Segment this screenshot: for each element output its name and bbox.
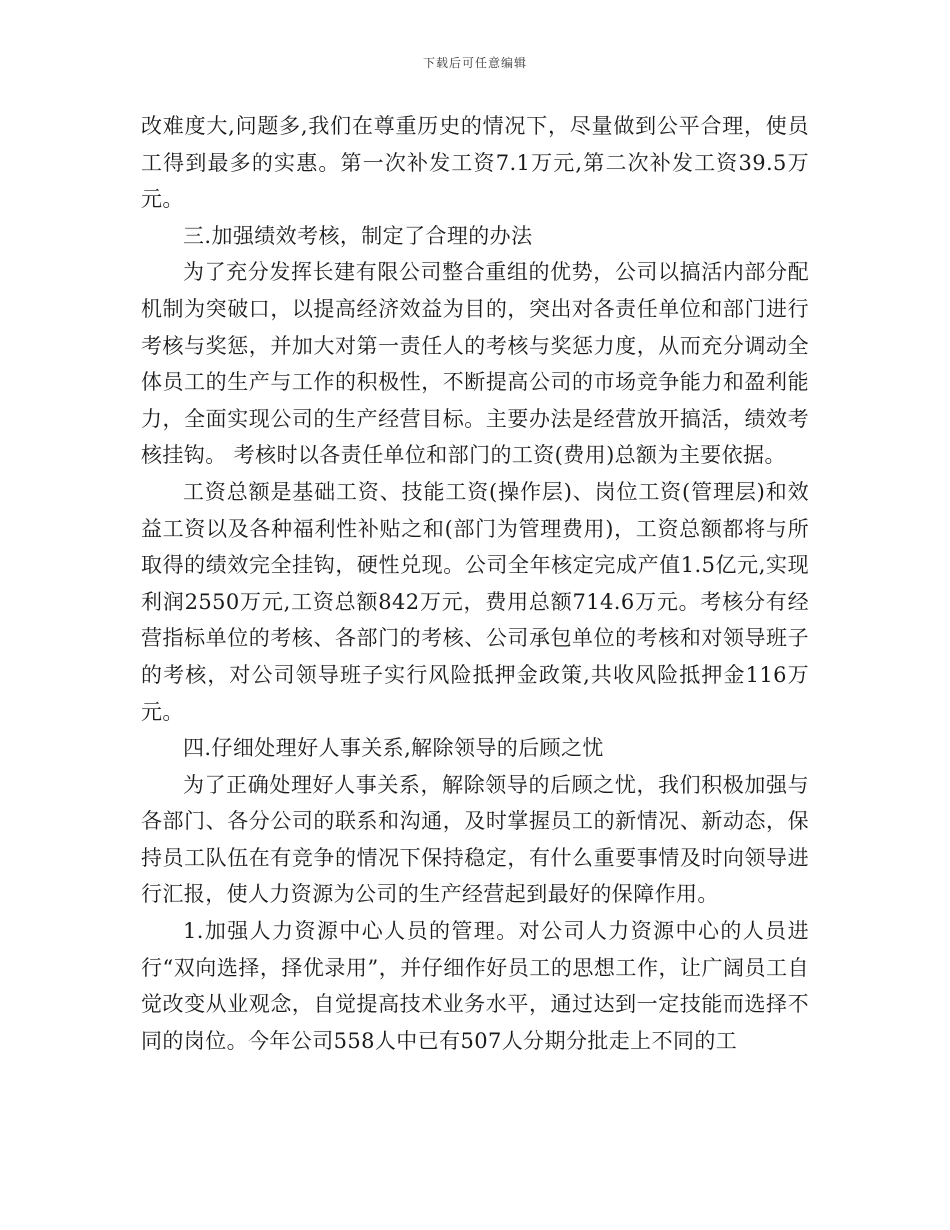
section-heading-4: 四.仔细处理好人事关系,解除领导的后顾之忧: [183, 736, 604, 761]
page-header-note: 下载后可任意编辑: [422, 56, 527, 70]
paragraph-wage-total: 工资总额是基础工资、技能工资(操作层)、岗位工资(管理层)和效益工资以及各种福利性补贴之和(部门为管理费用)，工资总额都将与所取得的绩效完全挂钩，硬性兑现。公司全年核定完成产值1.5亿元,实现利润2550万元,工资总额842万元，费用总额714.6万元。考核分有经营指标单位的考核、各部门的考核、公司承包单位的考核和对领导班子的考核，对公司领导班子实行风险抵押金政策,共收风险抵押金116万元。: [141, 479, 809, 724]
paragraph-performance-assessment: 为了充分发挥长建有限公司整合重组的优势，公司以搞活内部分配机制为突破口，以提高经济效益为目的，突出对各责任单位和部门进行考核与奖惩，并加大对第一责任人的考核与奖惩力度，从而充分调动全体员工的生产与工作的积极性，不断提高公司的市场竞争能力和盈利能力，全面实现公司的生产经营目标。主要办法是经营放开搞活，绩效考核挂钩。 考核时以各责任单位和部门的工资(费用)总额为主要依据。: [141, 260, 809, 468]
section-heading-3: 三.加强绩效考核，制定了合理的办法: [183, 223, 533, 248]
paragraph-hr-center-management: 1.加强人力资源中心人员的管理。对公司人力资源中心的人员进行“双向选择，择优录用”，并仔细作好员工的思想工作，让广阔员工自觉改变从业观念，自觉提高技术业务水平，通过达到一定技能而选择不同的岗位。今年公司558人中已有507人分期分批走上不同的工: [141, 919, 809, 1053]
document-body: [141, 108, 809, 1059]
paragraph-personnel-relations: 为了正确处理好人事关系，解除领导的后顾之忧，我们积极加强与各部门、各分公司的联系和沟通，及时掌握员工的新情况、新动态，保持员工队伍在有竞争的情况下保持稳定，有什么重要事情及时向领导进行汇报，使人力资源为公司的生产经营起到最好的保障作用。: [141, 772, 809, 907]
paragraph-continuation: 改难度大,问题多,我们在尊重历史的情况下，尽量做到公平合理，使员工得到最多的实惠。第一次补发工资7.1万元,第二次补发工资39.5万元。: [141, 114, 809, 212]
